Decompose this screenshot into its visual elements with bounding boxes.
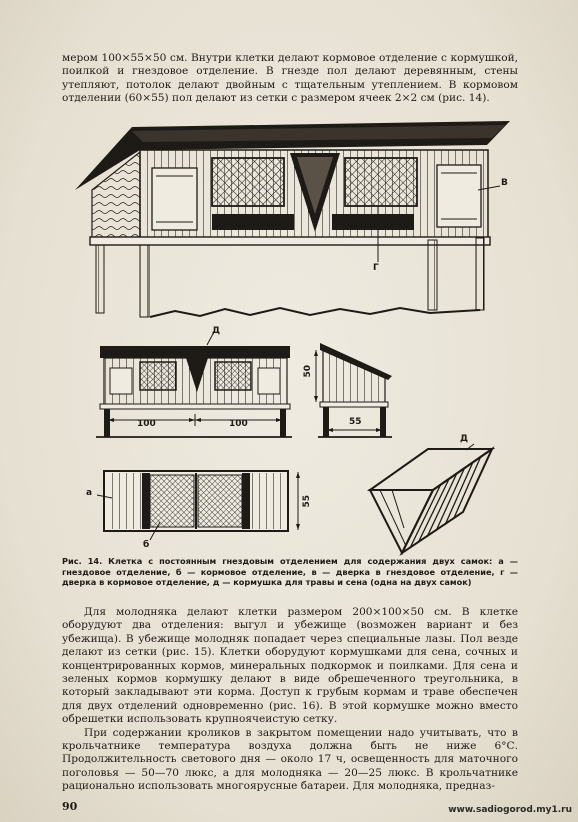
feeding-door-left <box>212 158 284 206</box>
hutch-perspective <box>75 121 510 317</box>
label-d-bottom: Д <box>460 434 469 444</box>
dim-front-left: 100 <box>137 419 156 429</box>
dim-side-width: 55 <box>349 417 362 427</box>
page-number: 90 <box>62 800 78 813</box>
paragraph-text: Для молодняка делают клетки размером 200×100×50 см. В клетке оборудуют два отделения: выгул и убежище (возможен вариант и без убежища). В убежище молодняк попадает через специальные лазы. Пол везде делают из сетки (рис. 15). Клетки оборудуют кормушками для сена, сочных и концентрированных кормов, минеральных подкормок и поилками. Для сена и зеленых кормов кормушку делают в виде обрешеченного треугольника, в который закладывают эти корма. Доступ к грубым кормам и траве обеспечен для двух отделений одновременно (рис. 16). В этой кормушке можно вместо обрешетки использовать крупноячеистую сетку. <box>62 606 518 726</box>
nest-door <box>152 168 197 230</box>
front-elevation <box>96 332 292 437</box>
feeding-door-right <box>345 158 417 206</box>
dim-plan-depth: 55 <box>302 494 313 508</box>
label-g: Г <box>373 263 379 273</box>
watermark-url: www.sadiogorod.my1.ru <box>448 805 572 815</box>
paragraph-text: мером 100×55×50 см. Внутри клетки делают кормовое отделение с кормушкой, поилкой и гнездовое отделение. В гнезде пол делают деревянным, стены утепляют, потолок делают двойным с тщательным утеплением. В кормовом отделении (60×55) пол делают из сетки с размером ячеек 2×2 см (рис. 14). <box>62 52 518 105</box>
paragraph-text: При содержании кроликов в закрытом помещении надо учитывать, что в крольчатнике температура воздуха должна быть не ниже 6°С. Продолжительность светового дня — около 17 ч, освещенность для маточного поголовья — 50—70 люкс, а для молодняка — 20—25 люкс. В крольчатнике рационально использовать многоярусные батареи. Для молодняка, предназ- <box>62 726 518 793</box>
bottom-text <box>62 606 518 794</box>
label-a: а <box>86 488 93 498</box>
feeder-detail <box>370 444 492 553</box>
label-b: б <box>143 540 150 550</box>
figure-caption: Рис. 14. Клетка с постоянным гнездовым отделением для содержания двух самок: а — гнездовое отделение, б — кормовое отделение, в — дверка в гнездовое отделение, г — дверка в кормовое отделение, д — кормушка для травы и сена (одна на двух самок) <box>62 556 518 588</box>
plan-view <box>97 471 300 540</box>
dim-side-height: 50 <box>303 364 314 378</box>
label-d-top: Д <box>212 326 221 336</box>
dim-front-right: 100 <box>229 419 248 429</box>
label-v: В <box>501 178 508 188</box>
